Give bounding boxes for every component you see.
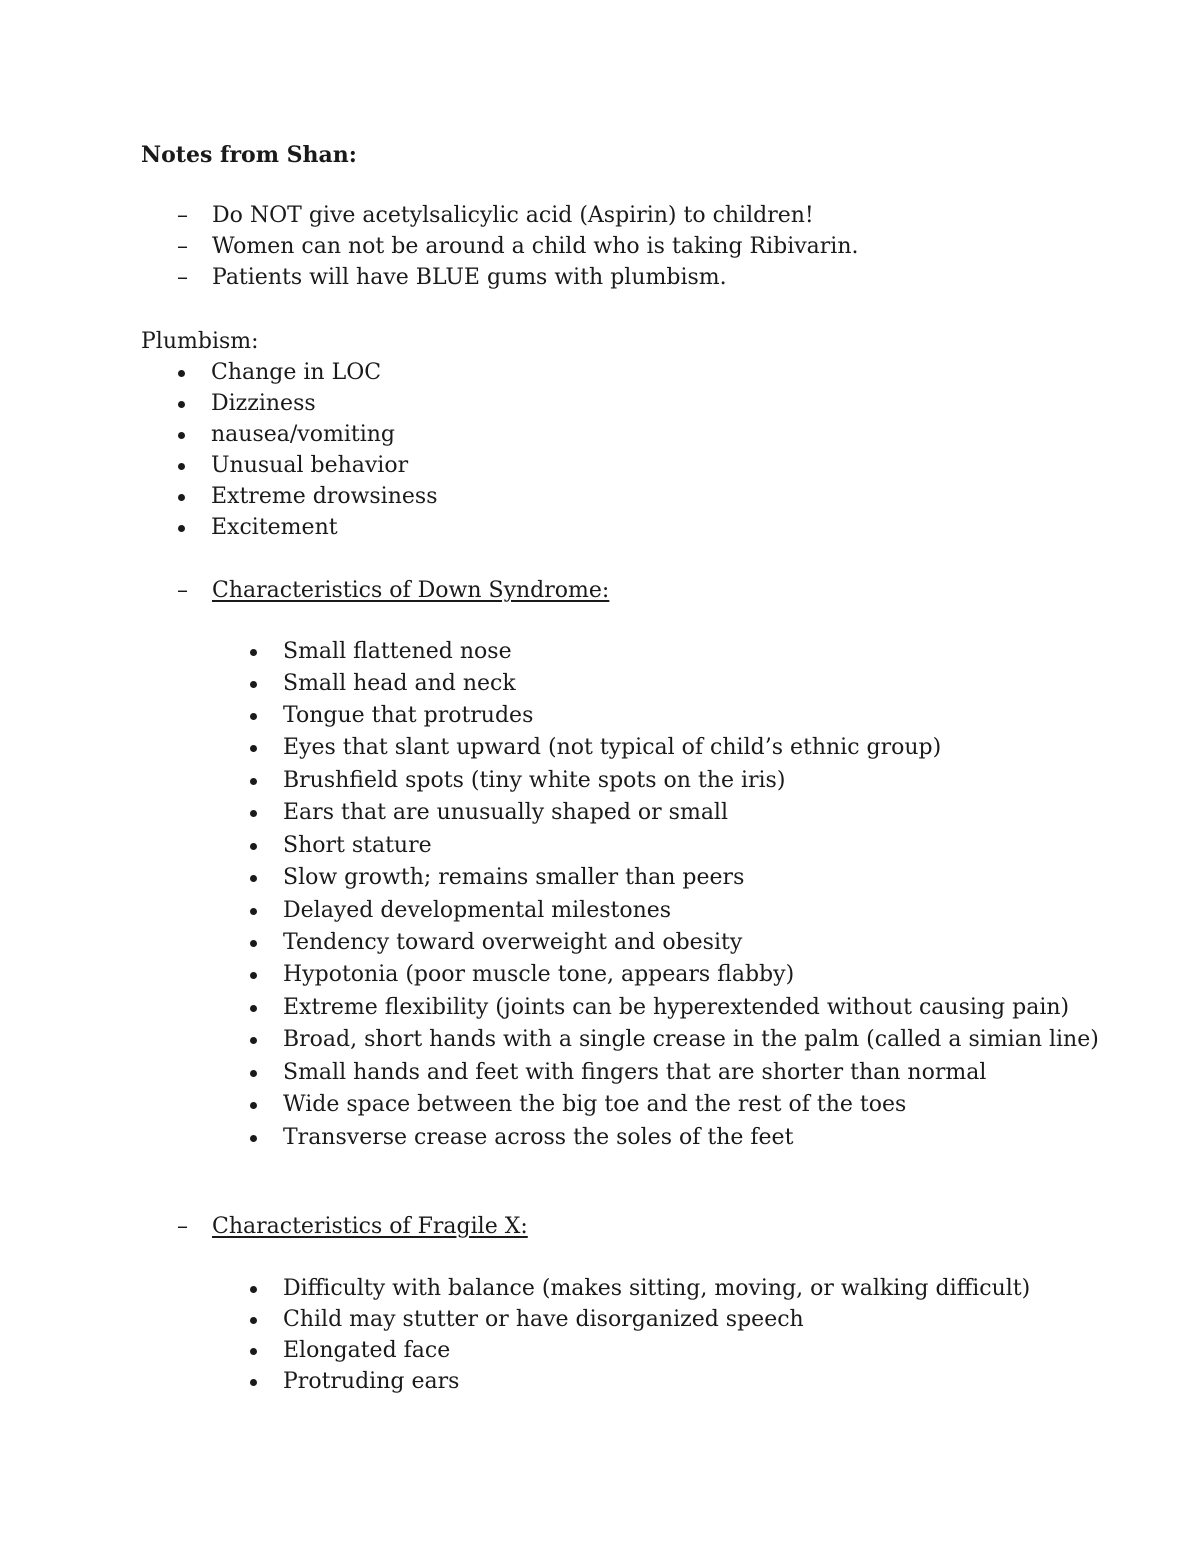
fragile-x-item-text: Child may stutter or have disorganized speech <box>283 1307 804 1332</box>
bullet-icon <box>178 525 185 532</box>
bullet-icon <box>178 463 185 470</box>
down-syndrome-item-text: Wide space between the big toe and the rest of the toes <box>283 1092 907 1117</box>
bullet-icon <box>178 494 185 501</box>
down-syndrome-item-text: Tendency toward overweight and obesity <box>283 930 743 955</box>
bullet-icon <box>250 778 257 785</box>
dash-marker: – <box>177 578 188 603</box>
bullet-icon <box>250 940 257 947</box>
bullet-icon <box>250 681 257 688</box>
dash-marker: – <box>177 265 188 290</box>
fragile-x-item-text: Difficulty with balance (makes sitting, moving, or walking difficult) <box>283 1276 1031 1301</box>
bullet-icon <box>250 1102 257 1109</box>
plumbism-item-text: Unusual behavior <box>211 453 409 478</box>
down-syndrome-item-text: Slow growth; remains smaller than peers <box>283 865 745 890</box>
down-syndrome-item-text: Small head and neck <box>283 671 516 696</box>
bullet-icon <box>250 713 257 720</box>
fragile-x-item-text: Protruding ears <box>283 1369 460 1394</box>
down-syndrome-heading: Characteristics of Down Syndrome: <box>212 578 610 603</box>
notes-item-text: Patients will have BLUE gums with plumbism. <box>212 265 727 290</box>
bullet-icon <box>250 649 257 656</box>
fragile-x-item-text: Elongated face <box>283 1338 451 1363</box>
bullet-icon <box>250 1005 257 1012</box>
bullet-icon <box>250 1070 257 1077</box>
bullet-icon <box>250 1379 257 1386</box>
plumbism-item-text: Dizziness <box>211 391 316 416</box>
bullet-icon <box>250 1037 257 1044</box>
notes-item-text: Women can not be around a child who is taking Ribivarin. <box>212 234 859 259</box>
bullet-icon <box>178 370 185 377</box>
fragile-x-heading: Characteristics of Fragile X: <box>212 1214 528 1239</box>
down-syndrome-item-text: Brushfield spots (tiny white spots on the iris) <box>283 768 786 793</box>
bullet-icon <box>178 432 185 439</box>
bullet-icon <box>250 1317 257 1324</box>
plumbism-heading: Plumbism: <box>141 329 259 354</box>
dash-marker: – <box>177 234 188 259</box>
down-syndrome-item-text: Delayed developmental milestones <box>283 898 672 923</box>
plumbism-item-text: Extreme drowsiness <box>211 484 438 509</box>
notes-item-text: Do NOT give acetylsalicylic acid (Aspirin) to children! <box>212 203 814 228</box>
bullet-icon <box>250 745 257 752</box>
down-syndrome-item-text: Hypotonia (poor muscle tone, appears flabby) <box>283 962 795 987</box>
down-syndrome-item-text: Extreme flexibility (joints can be hyperextended without causing pain) <box>283 995 1070 1020</box>
down-syndrome-item-text: Tongue that protrudes <box>283 703 534 728</box>
down-syndrome-item-text: Small hands and feet with fingers that are shorter than normal <box>283 1060 987 1085</box>
dash-marker: – <box>177 203 188 228</box>
down-syndrome-item-text: Short stature <box>283 833 432 858</box>
down-syndrome-item-text: Broad, short hands with a single crease in the palm (called a simian line) <box>283 1027 1099 1052</box>
down-syndrome-item-text: Ears that are unusually shaped or small <box>283 800 729 825</box>
bullet-icon <box>250 1286 257 1293</box>
bullet-icon <box>250 972 257 979</box>
bullet-icon <box>178 401 185 408</box>
notes-heading: Notes from Shan: <box>141 142 357 168</box>
plumbism-item-text: Excitement <box>211 515 338 540</box>
bullet-icon <box>250 843 257 850</box>
dash-marker: – <box>177 1214 188 1239</box>
bullet-icon <box>250 810 257 817</box>
bullet-icon <box>250 875 257 882</box>
bullet-icon <box>250 908 257 915</box>
down-syndrome-item-text: Eyes that slant upward (not typical of child’s ethnic group) <box>283 735 942 760</box>
plumbism-item-text: Change in LOC <box>211 360 382 385</box>
bullet-icon <box>250 1135 257 1142</box>
down-syndrome-item-text: Transverse crease across the soles of the feet <box>283 1125 794 1150</box>
plumbism-item-text: nausea/vomiting <box>211 422 395 447</box>
bullet-icon <box>250 1348 257 1355</box>
down-syndrome-item-text: Small flattened nose <box>283 639 512 664</box>
